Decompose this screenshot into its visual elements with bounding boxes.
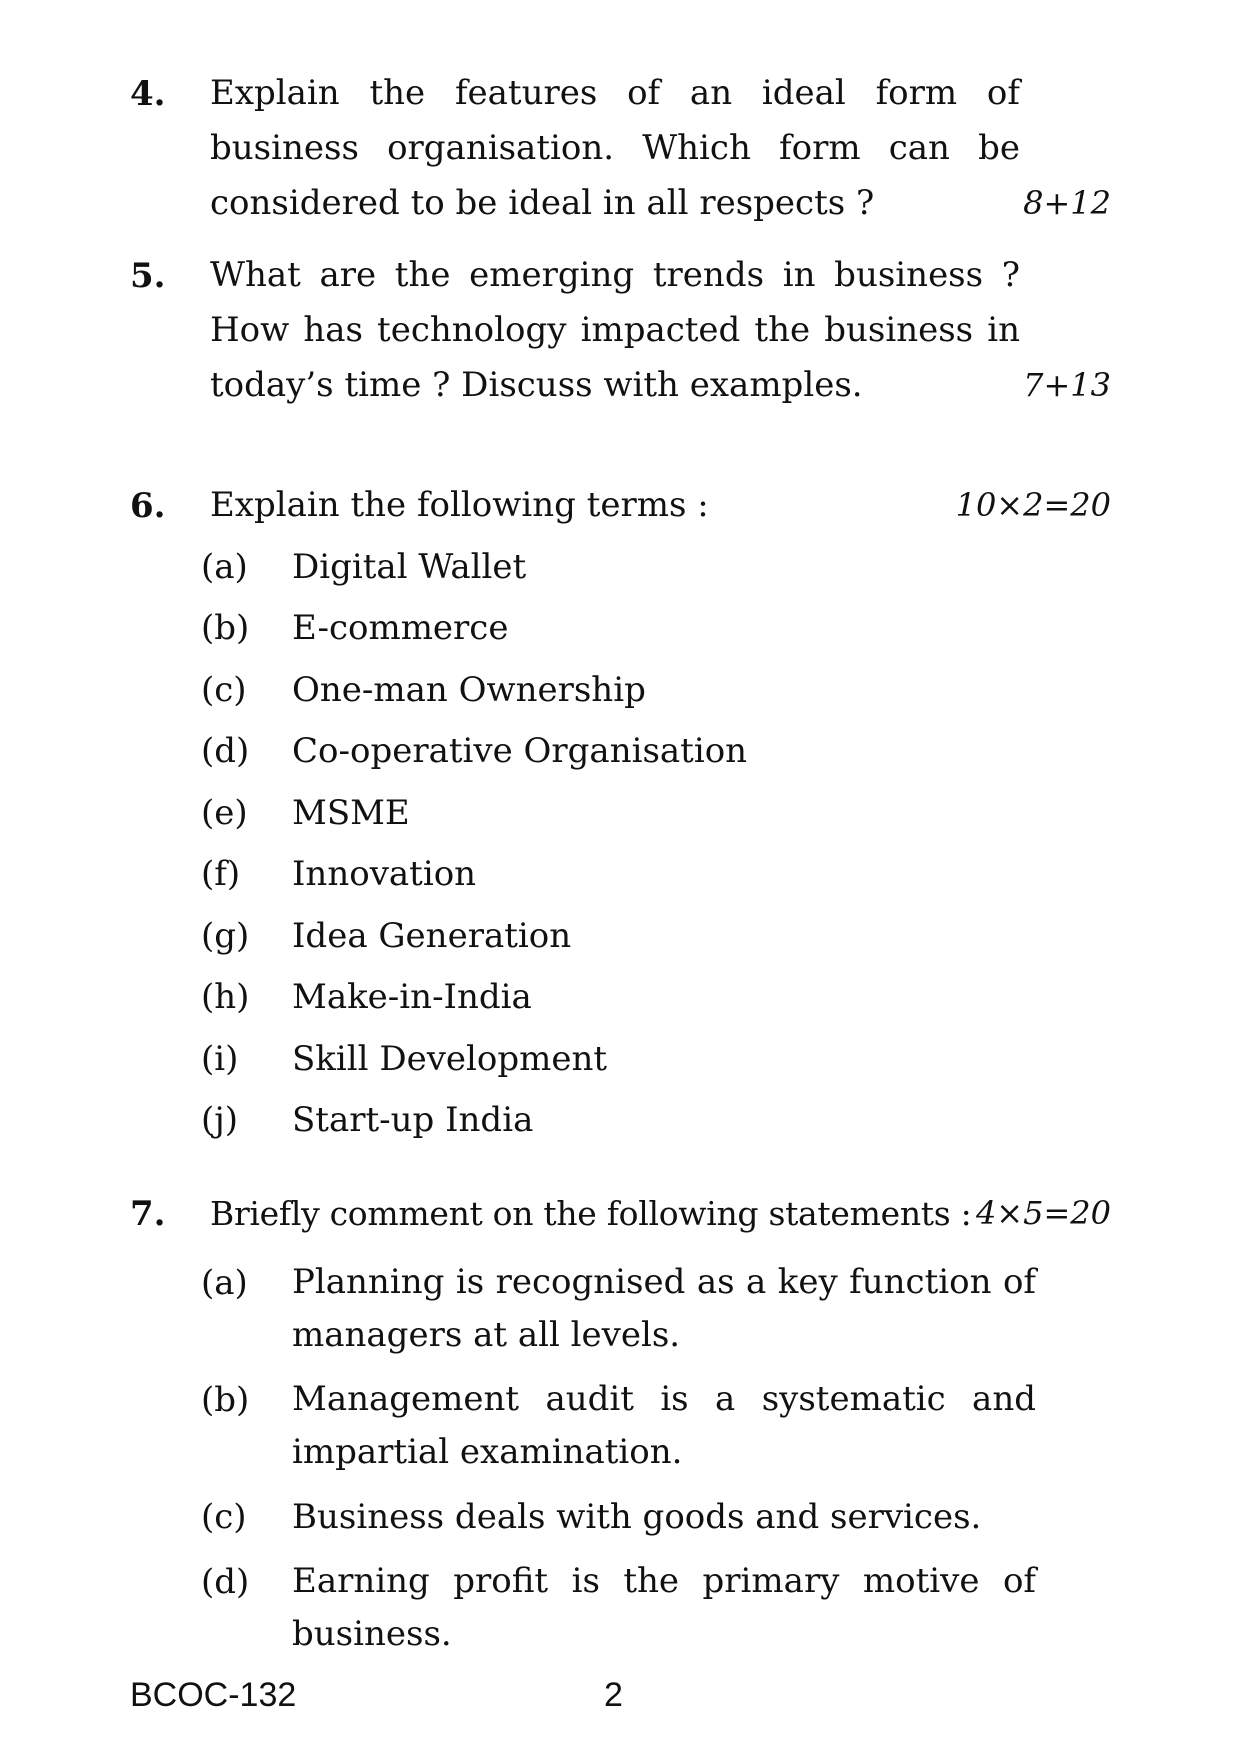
question-7-item-label: (c) bbox=[201, 1497, 247, 1537]
question-4-marks: 8+12 bbox=[1023, 184, 1111, 222]
question-6-item-label: (g) bbox=[201, 916, 250, 956]
question-6-item-label: (a) bbox=[201, 547, 248, 587]
question-6-item-label: (h) bbox=[201, 977, 250, 1017]
question-6-text: Explain the following terms : bbox=[210, 485, 709, 525]
question-6-item-label: (i) bbox=[201, 1039, 239, 1079]
question-6-item-text: Co-operative Organisation bbox=[292, 731, 748, 771]
question-5-number: 5. bbox=[130, 256, 166, 296]
question-7-item-text: Business deals with goods and services. bbox=[292, 1497, 982, 1537]
question-6-item-text: MSME bbox=[292, 793, 410, 833]
question-6-item-text: Idea Generation bbox=[292, 916, 572, 956]
question-6-item-text: Make-in-India bbox=[292, 977, 532, 1017]
course-code: BCOC-132 bbox=[130, 1676, 297, 1714]
question-7-number: 7. bbox=[130, 1194, 166, 1234]
question-6-item-label: (e) bbox=[201, 793, 248, 833]
question-7-item-label: (d) bbox=[201, 1562, 250, 1602]
question-6-item-label: (j) bbox=[201, 1100, 239, 1140]
question-6-item-label: (f) bbox=[201, 854, 241, 894]
question-6-item-text: Skill Development bbox=[292, 1039, 608, 1079]
question-6-item-text: Innovation bbox=[292, 854, 477, 894]
question-5-text: What are the emerging trends in business ? How has technology impacted the business in today’s time ? Discuss with examples. bbox=[210, 255, 1020, 405]
question-5-marks: 7+13 bbox=[1023, 366, 1111, 404]
question-6-number: 6. bbox=[130, 486, 166, 526]
question-7-item-label: (b) bbox=[201, 1380, 250, 1420]
page-number: 2 bbox=[604, 1676, 623, 1714]
question-4-number: 4. bbox=[130, 74, 166, 114]
question-7-item-label: (a) bbox=[201, 1263, 248, 1303]
question-6-marks: 10×2=20 bbox=[955, 486, 1111, 524]
question-7-item-text: Earning profit is the primary motive of business. bbox=[292, 1561, 1036, 1654]
question-7-marks: 4×5=20 bbox=[975, 1194, 1111, 1232]
question-6-item-text: Start-up India bbox=[292, 1100, 534, 1140]
question-6-item-text: One-man Ownership bbox=[292, 670, 646, 710]
question-6-item-label: (d) bbox=[201, 731, 250, 771]
question-4-text: Explain the features of an ideal form of business organisation. Which form can be considered to be ideal in all respects ? bbox=[210, 73, 1020, 223]
question-6-item-text: Digital Wallet bbox=[292, 547, 527, 587]
question-7-text: Briefly comment on the following statements : bbox=[210, 1194, 972, 1233]
question-6-item-label: (b) bbox=[201, 608, 250, 648]
question-7-item-text: Planning is recognised as a key function of managers at all levels. bbox=[292, 1262, 1036, 1355]
question-6-item-text: E-commerce bbox=[292, 608, 509, 648]
question-7-item-text: Management audit is a systematic and impartial examination. bbox=[292, 1379, 1036, 1472]
question-6-item-label: (c) bbox=[201, 670, 247, 710]
